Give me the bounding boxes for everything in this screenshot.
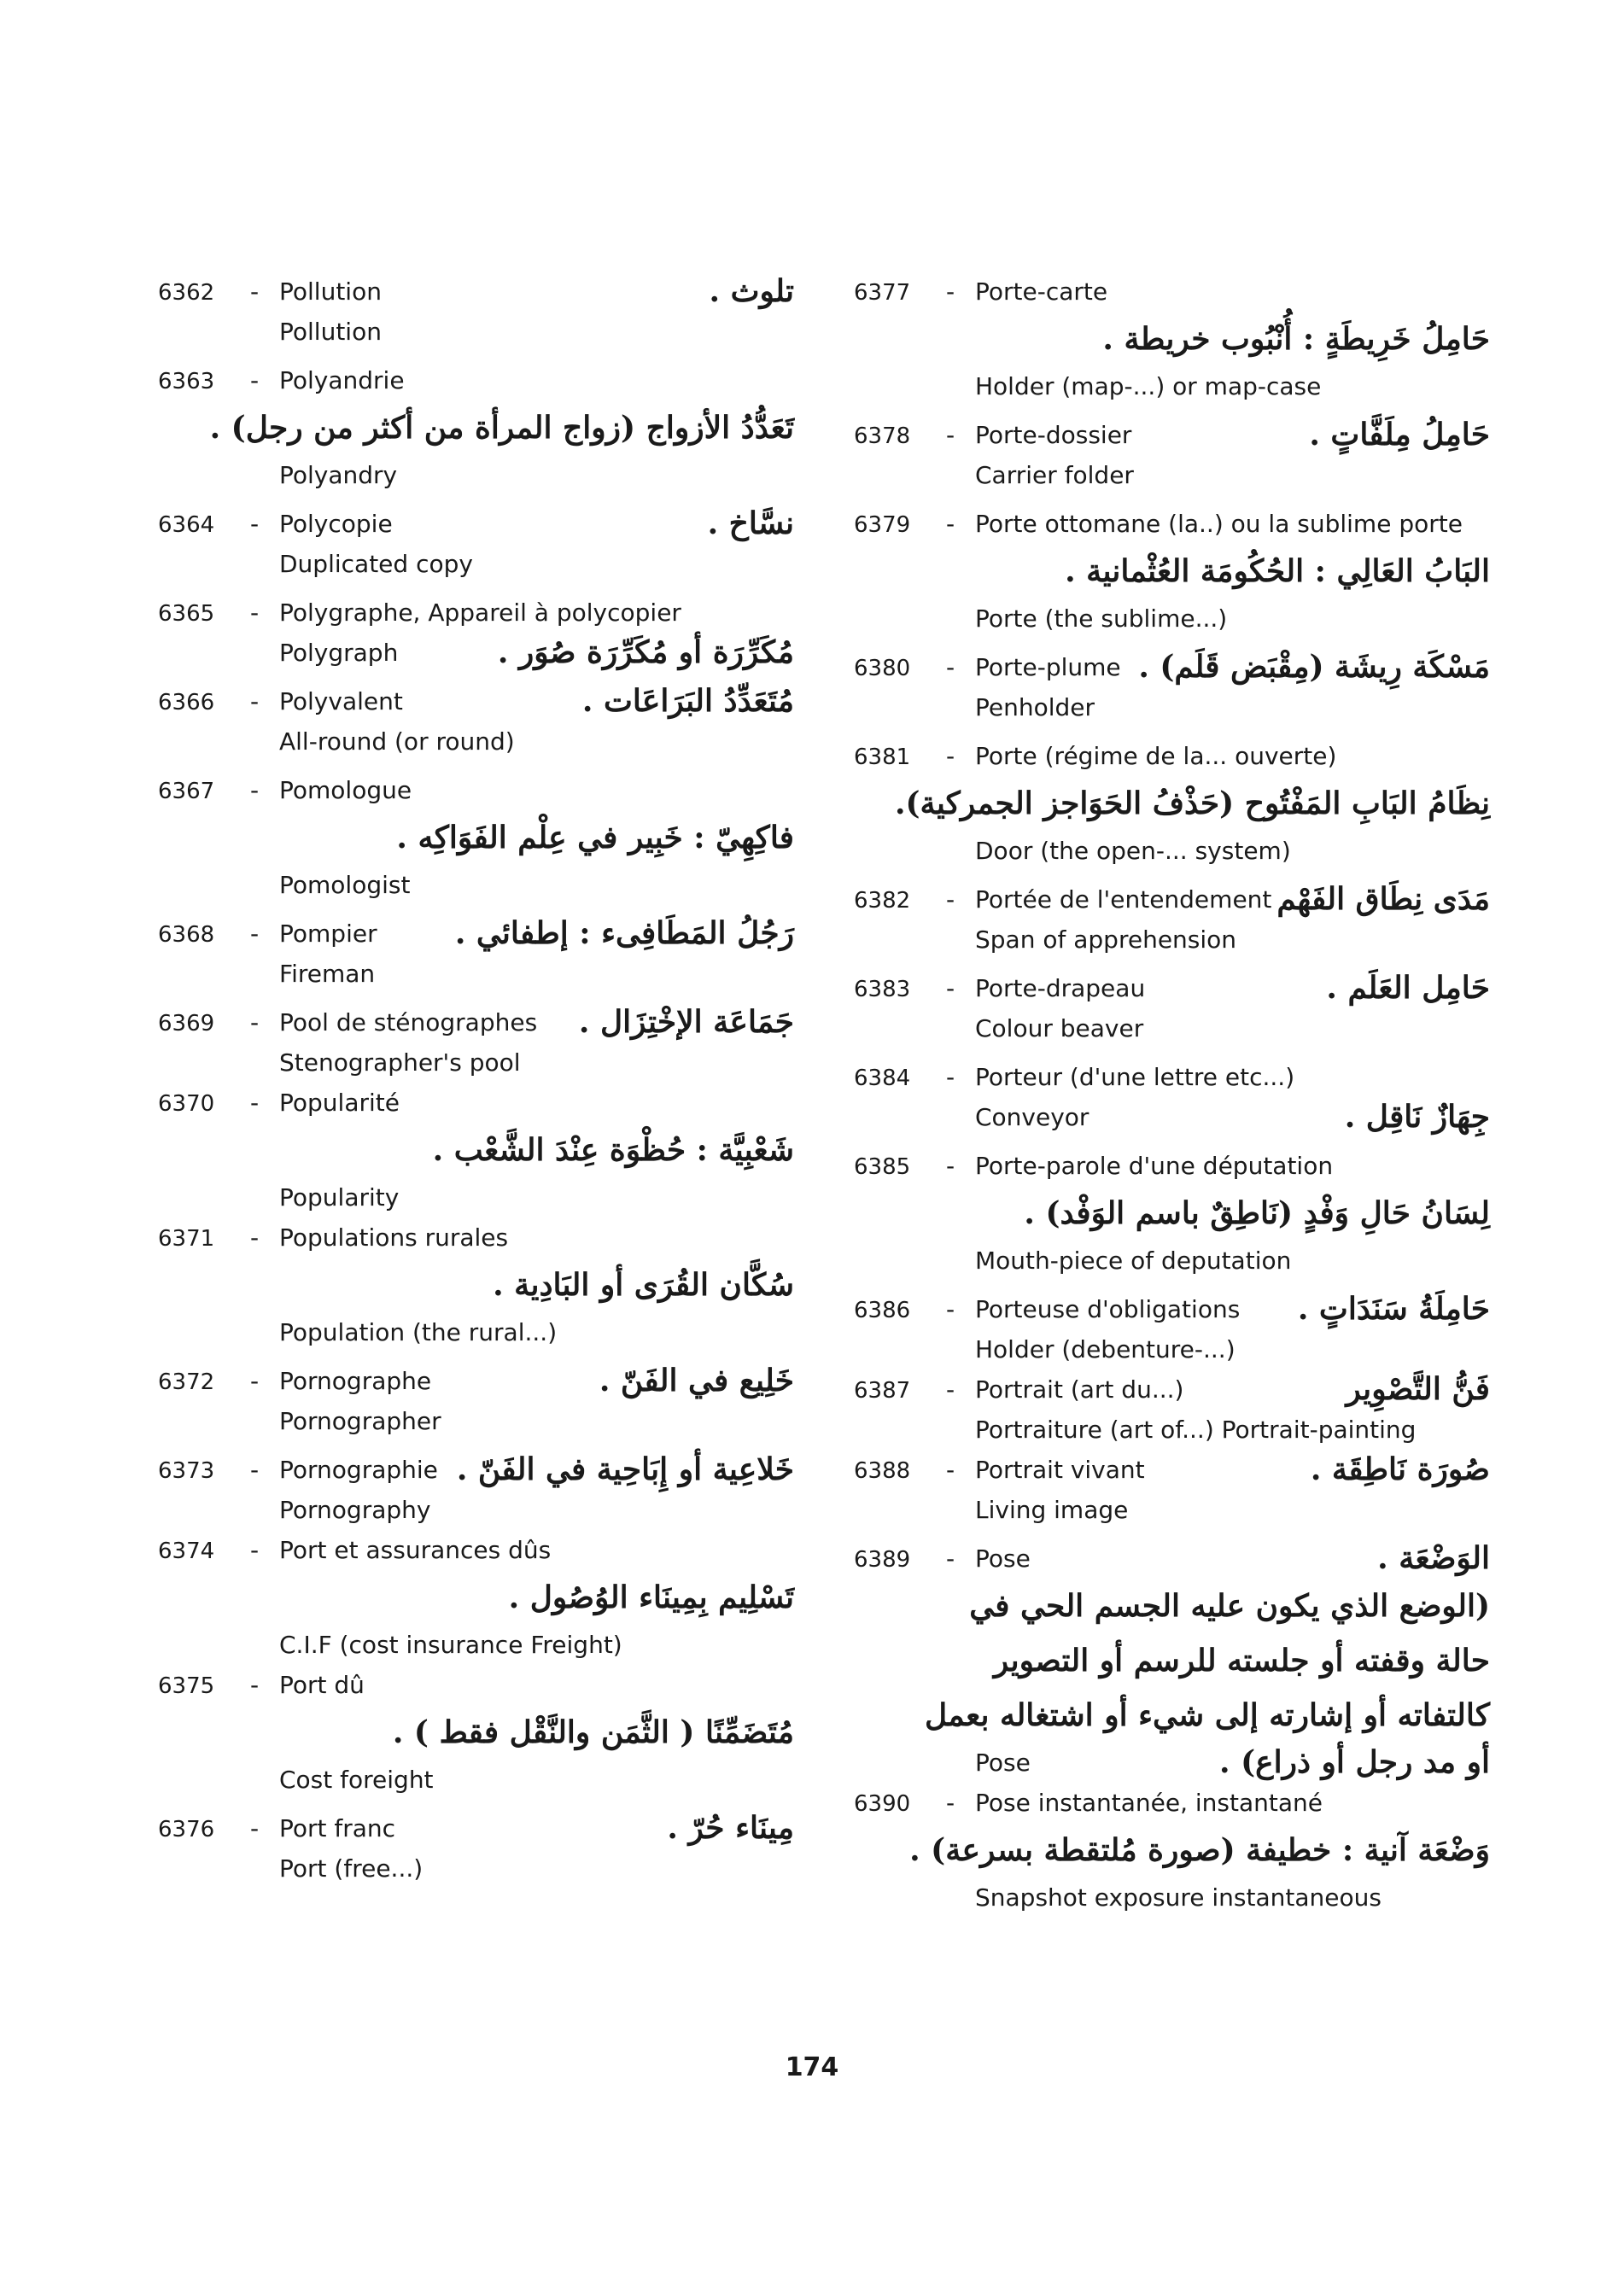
entry-6387 (854, 1369, 1490, 1450)
arabic-translation: حَامِلُ خَرِيطَةٍ : أُنْبُوب خريطة . (1102, 321, 1490, 357)
english-translation: Penholder (975, 693, 1095, 721)
entry-headword: Pollution (279, 277, 382, 306)
entry-number: 6365 (158, 601, 215, 627)
arabic-translation: تلوث . (709, 273, 794, 309)
entry-6372 (158, 1361, 794, 1441)
english-translation: Conveyor (975, 1103, 1089, 1131)
english-translation: C.I.F (cost insurance Freight) (279, 1631, 622, 1659)
entry-number: 6377 (854, 280, 911, 306)
entry-headword: Porteur (d'une lettre etc...) (975, 1063, 1295, 1091)
arabic-translation: رَجُلُ المَطَافِىء : إطفائي . (454, 915, 794, 951)
entry-number: 6380 (854, 656, 911, 681)
entry-head-line: 6380 - Porte-plume مَسْكَة رِيشَة (مِقْبَض قَلَم) . (854, 647, 1490, 687)
entry-number: 6390 (854, 1791, 911, 1817)
entry-6384 (854, 1057, 1490, 1137)
entry-number: 6384 (854, 1066, 911, 1091)
entry-headword: Pornographe (279, 1367, 432, 1395)
entry-headword: Port et assurances dûs (279, 1536, 552, 1564)
entry-headword: Polygraphe, Appareil à polycopier (279, 598, 681, 627)
entry-head-line: 6389 - Pose الوَضْعَة . (854, 1539, 1490, 1579)
entry-headword: Populations rurales (279, 1223, 509, 1252)
english-translation: Pornography (279, 1496, 431, 1524)
entry-number: 6382 (854, 888, 911, 914)
english-translation: Polygraph (279, 639, 399, 667)
entry-6369 (158, 1002, 794, 1083)
english-translation: Duplicated copy (279, 550, 473, 578)
entry-6385 (854, 1146, 1490, 1281)
arabic-translation: لِسَانُ حَالِ وَفْدٍ (نَاطِقٌ باسم الوَفْد) . (1024, 1195, 1490, 1231)
english-translation: Living image (975, 1496, 1129, 1524)
english-translation: Cost foreight (279, 1766, 434, 1794)
entry-number: 6379 (854, 512, 911, 538)
entry-number: 6378 (854, 423, 911, 449)
entry-head-line: 6388 - Portrait vivant صُورَة نَاطِقَة . (854, 1450, 1490, 1490)
entry-number: 6373 (158, 1458, 215, 1484)
entry-6365 (158, 593, 794, 673)
entry-number: 6381 (854, 744, 911, 770)
entry-number: 6366 (158, 690, 215, 715)
entry-headword: Polyandrie (279, 366, 405, 394)
entry-number: 6385 (854, 1154, 911, 1180)
entry-head-line: 6382 - Portée de l'entendement مَدَى نِطَاق الفَهْم (854, 879, 1490, 920)
entry-6377 (854, 272, 1490, 406)
arabic-translation: مَسْكَة رِيشَة (مِقْبَض قَلَم) . (1138, 649, 1490, 685)
entry-headword: Portrait (art du...) (975, 1375, 1184, 1404)
entry-number: 6372 (158, 1369, 215, 1395)
english-translation: All-round (or round) (279, 727, 515, 756)
english-translation: Pose (975, 1749, 1031, 1777)
entry-6368 (158, 914, 794, 994)
entry-number: 6374 (158, 1539, 215, 1564)
entry-headword: Pool de sténographes (279, 1008, 538, 1036)
arabic-translation: مُتَضَمِّنًا ( الثَّمَن والنَّقْل فقط ) . (392, 1714, 794, 1750)
entry-6370 (158, 1083, 794, 1217)
entry-number: 6363 (158, 369, 215, 394)
arabic-translation: مِينَاء حُرّ . (667, 1810, 794, 1846)
right-column (854, 272, 1490, 1918)
entry-headword: Portrait vivant (975, 1456, 1145, 1484)
entry-head-line: 6373 - Pornographie خَلاعِية أو إِبَاحِية في الفَنّ . (158, 1450, 794, 1490)
entry-headword: Porte ottomane (la..) ou la sublime porte (975, 510, 1463, 538)
english-translation: Fireman (279, 960, 376, 988)
entry-6363 (158, 360, 794, 495)
entry-head-line: 6387 - Portrait (art du...) فَنُّ التَّصْوِير (854, 1369, 1490, 1410)
entry-headword: Pose (975, 1544, 1031, 1573)
english-translation: Polyandry (279, 461, 398, 489)
entry-headword: Pompier (279, 920, 377, 948)
entry-6367 (158, 770, 794, 905)
entry-number: 6368 (158, 922, 215, 948)
entry-6388 (854, 1450, 1490, 1530)
arabic-translation: شَعْبِيَّة : حُظْوَة عِنْدَ الشَّعْب . (432, 1132, 794, 1168)
arabic-definition-line: (الوضع الذي يكون عليه الجسم الحي في (969, 1588, 1490, 1624)
entry-head-line: 6368 - Pompier رَجُلُ المَطَافِىء : إطفائي . (158, 914, 794, 954)
entry-6382 (854, 879, 1490, 960)
entry-number: 6371 (158, 1226, 215, 1252)
entry-headword: Polycopie (279, 510, 393, 538)
entry-head-line: 6390 - Pose instantanée, instantané (854, 1783, 1490, 1823)
entry-number: 6375 (158, 1673, 215, 1699)
entry-head-line: 6383 - Porte-drapeau حَامِل العَلَم . (854, 968, 1490, 1008)
entry-head-line: 6367 - Pomologue (158, 770, 794, 810)
arabic-translation: جِهَازٌ نَاقِل . (1344, 1099, 1490, 1135)
entry-head-line: 6381 - Porte (régime de la... ouverte) (854, 736, 1490, 776)
entry-6374 (158, 1530, 794, 1665)
entry-headword: Port franc (279, 1814, 396, 1842)
entry-head-line: 6371 - Populations rurales (158, 1217, 794, 1258)
entry-headword: Polyvalent (279, 687, 403, 715)
entry-head-line: 6366 - Polyvalent مُتَعَدِّدُ البَرَاعَات . (158, 681, 794, 721)
english-translation: Pomologist (279, 871, 411, 899)
arabic-translation: وَضْعَة آنية : خطيفة (صورة مُلتقطة بسرعة) . (909, 1832, 1490, 1868)
entry-6366 (158, 681, 794, 762)
entry-headword: Port dû (279, 1671, 365, 1699)
arabic-translation: خَلِيع في الفَنّ . (599, 1363, 794, 1398)
english-translation: Pollution (279, 318, 382, 346)
entry-number: 6387 (854, 1378, 911, 1404)
arabic-translation: مُتَعَدِّدُ البَرَاعَات . (581, 683, 794, 719)
arabic-translation: نِظَامُ البَابِ المَفْتُوح (حَذْفُ الحَوَاجز الجمركية). (894, 785, 1490, 821)
arabic-translation: سُكَّان القُرَى أو البَادِية . (493, 1267, 794, 1303)
english-line (158, 633, 794, 673)
entry-head-line: 6386 - Porteuse d'obligations حَامِلَةُ سَنَدَاتٍ . (854, 1289, 1490, 1329)
entry-6362 (158, 272, 794, 352)
arabic-translation: نسَّاخ . (707, 505, 794, 541)
english-translation: Pornographer (279, 1407, 441, 1435)
english-translation: Portraiture (art of...) Portrait-painting (975, 1416, 1417, 1444)
entry-headword: Porte-carte (975, 277, 1108, 306)
arabic-definition-line: حالة وقفته أو جلسته للرسم أو التصوير (993, 1643, 1490, 1679)
entry-headword: Porte-dossier (975, 421, 1132, 449)
left-column (158, 272, 794, 1889)
entry-number: 6369 (158, 1011, 215, 1036)
entry-headword: Popularité (279, 1089, 400, 1117)
entry-6380 (854, 647, 1490, 727)
entry-number: 6383 (854, 977, 911, 1002)
entry-number: 6389 (854, 1547, 911, 1573)
english-translation: Holder (map-...) or map-case (975, 372, 1322, 400)
entry-number: 6364 (158, 512, 215, 538)
entry-headword: Porte-plume (975, 653, 1121, 681)
arabic-translation: تَعَدُّدُ الأزواج (زواج المرأة من أكثر من رجل) . (209, 410, 794, 446)
arabic-translation: خَلاعِية أو إِبَاحِية في الفَنّ . (456, 1451, 794, 1487)
entry-head-line: 6384 - Porteur (d'une lettre etc...) (854, 1057, 1490, 1097)
entry-6381 (854, 736, 1490, 871)
english-translation: Carrier folder (975, 461, 1134, 489)
entry-number: 6367 (158, 779, 215, 804)
arabic-definition-line: كالتفاته أو إشارته إلى شيء أو اشتغاله بعمل (925, 1697, 1490, 1733)
arabic-definition-line: أو مد رجل أو ذراع) . (1219, 1744, 1490, 1780)
entry-headword: Porte-parole d'une députation (975, 1152, 1334, 1180)
entry-head-line: 6372 - Pornographe خَلِيع في الفَنّ . (158, 1361, 794, 1401)
arabic-translation: مُكَرِّرَة أو مُكَرِّرَة صُوَر . (497, 634, 794, 670)
english-translation: Port (free...) (279, 1854, 424, 1883)
english-translation: Mouth-piece of deputation (975, 1247, 1292, 1275)
entry-head-line: 6378 - Porte-dossier حَامِلُ مِلَفَّاتٍ . (854, 415, 1490, 455)
entry-6379 (854, 504, 1490, 639)
english-translation: Colour beaver (975, 1014, 1144, 1042)
arabic-translation: الوَضْعَة . (1377, 1540, 1490, 1576)
entry-number: 6370 (158, 1091, 215, 1117)
entry-6371 (158, 1217, 794, 1352)
entry-head-line: 6370 - Popularité (158, 1083, 794, 1123)
english-translation: Door (the open-... system) (975, 837, 1291, 865)
arabic-translation: صُورَة نَاطِقَة . (1310, 1451, 1490, 1487)
arabic-translation: فَنُّ التَّصْوِير (1346, 1371, 1490, 1407)
english-translation: Population (the rural...) (279, 1318, 558, 1346)
english-line (854, 1097, 1490, 1137)
entry-headword: Pornographie (279, 1456, 438, 1484)
entry-6389 (854, 1539, 1490, 1783)
english-translation: Holder (debenture-...) (975, 1335, 1236, 1363)
arabic-translation: حَامِل العَلَم . (1326, 970, 1490, 1006)
entry-head-line: 6377 - Porte-carte (854, 272, 1490, 312)
entry-head-line: 6376 - Port franc مِينَاء حُرّ . (158, 1808, 794, 1848)
entry-head-line: 6374 - Port et assurances dûs (158, 1530, 794, 1570)
english-translation: Stenographer's pool (279, 1048, 521, 1077)
entry-head-line: 6362 - Pollution تلوث . (158, 272, 794, 312)
english-translation: Porte (the sublime...) (975, 604, 1228, 633)
entry-6373 (158, 1450, 794, 1530)
entry-number: 6362 (158, 280, 215, 306)
entry-6375 (158, 1665, 794, 1800)
english-translation: Popularity (279, 1183, 400, 1212)
entry-6376 (158, 1808, 794, 1889)
entry-headword: Portée de l'entendement (975, 885, 1272, 914)
entry-head-line: 6385 - Porte-parole d'une députation (854, 1146, 1490, 1186)
entry-6390 (854, 1783, 1490, 1918)
entry-6378 (854, 415, 1490, 495)
entry-6386 (854, 1289, 1490, 1369)
entry-head-line: 6364 - Polycopie نسَّاخ . (158, 504, 794, 544)
english-translation: Snapshot exposure instantaneous (975, 1883, 1382, 1912)
arabic-translation: تَسْلِيم بِمِينَاء الوُصُول . (508, 1579, 794, 1615)
entry-head-line: 6365 - Polygraphe, Appareil à polycopier (158, 593, 794, 633)
entry-head-line: 6379 - Porte ottomane (la..) ou la sublime porte (854, 504, 1490, 544)
entry-headword: Porte-drapeau (975, 974, 1146, 1002)
arabic-translation: حَامِلُ مِلَفَّاتٍ . (1309, 417, 1490, 453)
entry-number: 6388 (854, 1458, 911, 1484)
page-number: 174 (785, 2052, 839, 2082)
entry-headword: Pomologue (279, 776, 412, 804)
entry-headword: Porte (régime de la... ouverte) (975, 742, 1337, 770)
english-line (854, 1743, 1490, 1783)
entry-6364 (158, 504, 794, 584)
arabic-translation: البَابُ العَالِي : الحُكُومَة العُثْمانية . (1065, 553, 1490, 589)
entry-head-line: 6369 - Pool de sténographes جَمَاعَة الإخْتِزَال . (158, 1002, 794, 1042)
entry-number: 6376 (158, 1817, 215, 1842)
english-translation: Span of apprehension (975, 925, 1237, 954)
entry-number: 6386 (854, 1298, 911, 1323)
entry-6383 (854, 968, 1490, 1048)
entry-headword: Porteuse d'obligations (975, 1295, 1241, 1323)
entry-headword: Pose instantanée, instantané (975, 1789, 1323, 1817)
arabic-translation: فاكِهِيّ : خَبِير في عِلْم الفَوَاكِه . (396, 820, 794, 855)
arabic-translation: مَدَى نِطَاق الفَهْم (1276, 881, 1490, 917)
arabic-translation: جَمَاعَة الإخْتِزَال . (578, 1004, 794, 1040)
entry-head-line: 6363 - Polyandrie (158, 360, 794, 400)
arabic-translation: حَامِلَةُ سَنَدَاتٍ . (1297, 1291, 1490, 1327)
entry-head-line: 6375 - Port dû (158, 1665, 794, 1705)
